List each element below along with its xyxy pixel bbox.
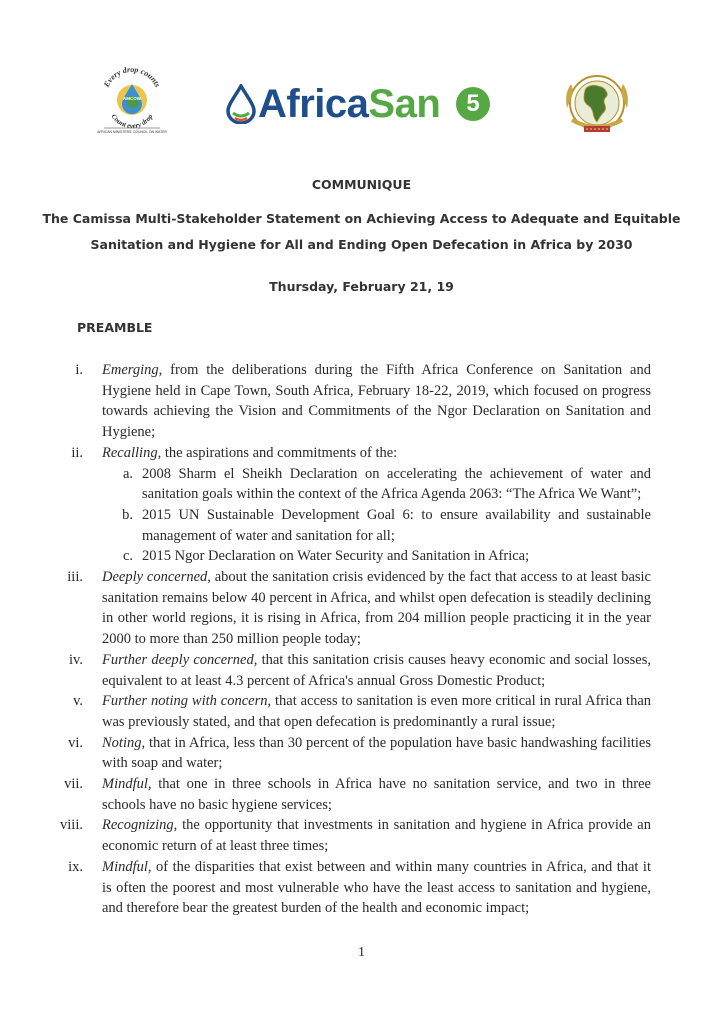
item-number: viii. [60, 817, 83, 834]
list-item [0, 650, 723, 691]
list-item [0, 567, 723, 650]
sub-item-text: 2015 UN Sustainable Development Goal 6: to ensure availability and sustainable management of water and sanitation for all; [142, 506, 651, 544]
preamble-heading: PREAMBLE [77, 320, 153, 335]
amcow-caption: AFRICAN MINISTERS' COUNCIL ON WATER [97, 130, 167, 134]
item-number: i. [75, 362, 83, 378]
sub-list-item [0, 546, 723, 567]
item-text: Further noting with concern, that access to sanitation is even more critical in rural Africa than was previously stated, and that open defecation is predominantly a rural issue; [102, 693, 652, 730]
amcow-badge: AMCOW [123, 96, 141, 101]
sub-item-letter: b. [122, 506, 133, 523]
sub-item-letter: c. [122, 548, 133, 565]
amcow-bottom-text: Count every drop [109, 112, 155, 131]
preamble-list [0, 360, 723, 919]
list-item [0, 443, 723, 464]
list-item [0, 691, 723, 732]
list-item [0, 774, 723, 815]
item-text: Emerging, from the deliberations during the Fifth Africa Conference on Sanitation and Hygiene held in Cape Town, South Africa, February 18-22, 2019, which focused on progress towards achieving the Vision and Commitments of the Ngor Declaration on Sanitation and Hygiene; [102, 362, 651, 441]
document-title-line-1: The Camissa Multi-Stakeholder Statement on Achieving Access to Adequate and Equitable [42, 211, 681, 226]
item-number: ii. [71, 444, 83, 461]
sub-list-item [0, 464, 723, 505]
document-title-line-2: Sanitation and Hygiene for All and Ending Open Defecation in Africa by 2030 [90, 237, 633, 252]
list-item [0, 360, 723, 443]
item-number: iv. [69, 651, 83, 668]
document-date: Thursday, February 21, 19 [269, 279, 454, 294]
item-number: iii. [67, 569, 83, 586]
item-number: vi. [68, 734, 83, 751]
water-drop-icon [224, 84, 258, 124]
sub-item-text: 2015 Ngor Declaration on Water Security and Sanitation in Africa; [142, 548, 530, 565]
amcow-top-text: Every drop counts [101, 64, 163, 89]
sub-item-text: 2008 Sharm el Sheikh Declaration on accelerating the achievement of water and sanitation goals within the context of the Africa Agenda 2063: “The Africa We Want”; [142, 465, 651, 503]
item-text: Deeply concerned, about the sanitation crisis evidenced by the fact that access to at least basic sanitation remains below 40 percent in Africa, and whilst open defecation is steadily declining in other world regions, it is rising in Africa, from 204 million people practicing it in the year 2000 to more than 250 million people today; [102, 569, 651, 648]
sub-list-item [0, 505, 723, 546]
africasan-logo [224, 78, 494, 130]
item-number: v. [73, 693, 83, 710]
list-item [0, 815, 723, 856]
wordmark-africa: Africa [258, 82, 369, 126]
item-number: vii. [64, 776, 83, 793]
sub-item-letter: a. [122, 465, 133, 482]
item-number: ix. [68, 858, 83, 875]
african-union-emblem [558, 68, 636, 142]
wordmark-san: San [368, 82, 441, 126]
item-text: Mindful, that one in three schools in Africa have no sanitation service, and two in three schools have no basic hygiene services; [102, 776, 651, 813]
africasan-wordmark [258, 80, 440, 128]
item-text: Noting, that in Africa, less than 30 percent of the population have basic handwashing facilities with soap and water; [102, 734, 651, 772]
list-item [0, 733, 723, 774]
item-text: Recognizing, the opportunity that investments in sanitation and hygiene in Africa provide an economic return of at least three times; [102, 817, 651, 855]
item-text: Further deeply concerned, that this sanitation crisis causes heavy economic and social losses, equivalent to at least 4.3 percent of Africa's annual Gross Domestic Product; [102, 651, 651, 689]
list-item [0, 857, 723, 919]
edition-number-badge: 5 [456, 87, 490, 121]
page-number: 1 [358, 945, 365, 960]
amcow-logo [96, 62, 168, 138]
item-text: Recalling, the aspirations and commitments of the: [102, 444, 398, 461]
communique-heading: COMMUNIQUE [311, 177, 412, 192]
item-text: Mindful, of the disparities that exist between and within many countries in Africa, and that it is often the poorest and most vulnerable who have the least access to sanitation and hygiene, and therefore bear the greatest burden of the health and economic impact; [102, 858, 651, 917]
